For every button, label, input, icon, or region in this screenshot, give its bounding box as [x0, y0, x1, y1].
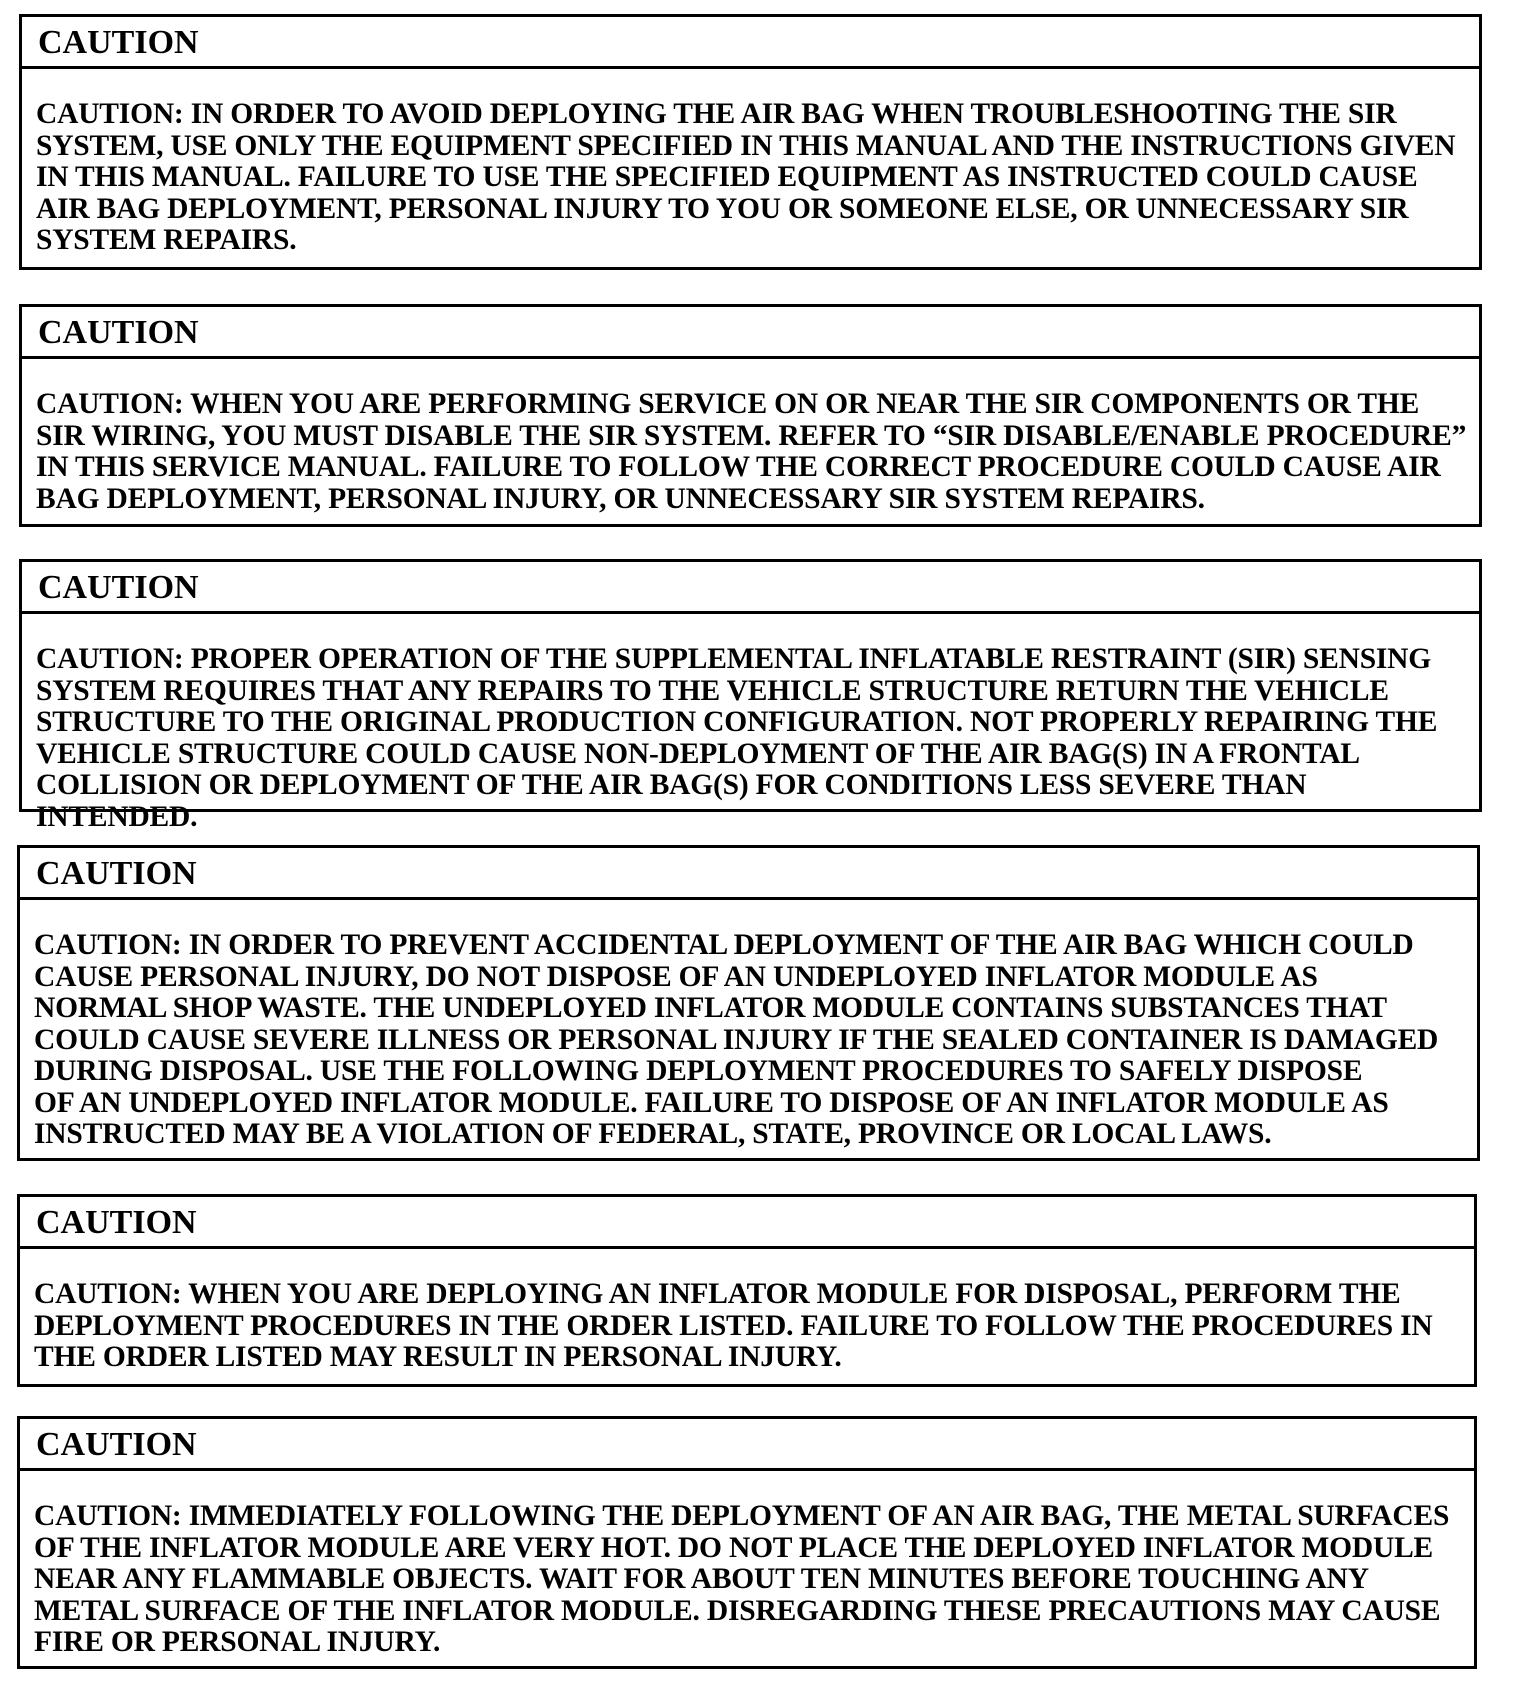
caution-box-disposal-waste: [17, 845, 1480, 1161]
caution-heading: CAUTION: [22, 17, 1479, 69]
caution-text: CAUTION: IN ORDER TO PREVENT ACCIDENTAL DEPLOYMENT OF THE AIR BAG WHICH COULD CAUSE PERSONAL INJURY, DO NOT DISPOSE OF AN UNDEPLOYED INFLATOR MODULE AS NORMAL SHOP WASTE. THE UNDEPLOYED INFLATOR MODULE CONTAINS SUBSTANCES THAT COULD CAUSE SEVERE ILLNESS OR PERSONAL INJURY IF THE SEALED CONTAINER IS DAMAGED DURING DISPOSAL. USE THE FOLLOWING DEPLOYMENT PROCEDURES TO SAFELY DISPOSE OF AN UNDEPLOYED INFLATOR MODULE. FAILURE TO DISPOSE OF AN INFLATOR MODULE AS INSTRUCTED MAY BE A VIOLATION OF FEDERAL, STATE, PROVINCE OR LOCAL LAWS.: [34, 929, 1439, 1150]
caution-text: CAUTION: IMMEDIATELY FOLLOWING THE DEPLOYMENT OF AN AIR BAG, THE METAL SURFACES OF THE INFLATOR MODULE ARE VERY HOT. DO NOT PLACE THE DEPLOYED INFLATOR MODULE NEAR ANY FLAMMABLE OBJECTS. WAIT FOR ABOUT TEN MINUTES BEFORE TOUCHING ANY METAL SURFACE OF THE INFLATOR MODULE. DISREGARDING THESE PRECAUTIONS MAY CAUSE FIRE OR PERSONAL INJURY.: [34, 1500, 1450, 1658]
caution-text: CAUTION: WHEN YOU ARE PERFORMING SERVICE ON OR NEAR THE SIR COMPONENTS OR THE SIR WIRING, YOU MUST DISABLE THE SIR SYSTEM. REFER TO “SIR DISABLE/ENABLE PROCEDURE” IN THIS SERVICE MANUAL. FAILURE TO FOLLOW THE CORRECT PROCEDURE COULD CAUSE AIR BAG DEPLOYMENT, PERSONAL INJURY, OR UNNECESSARY SIR SYSTEM REPAIRS.: [36, 388, 1467, 515]
caution-heading: CAUTION: [20, 848, 1477, 900]
caution-heading: CAUTION: [20, 1419, 1474, 1471]
caution-text: CAUTION: PROPER OPERATION OF THE SUPPLEMENTAL INFLATABLE RESTRAINT (SIR) SENSING SYSTEM REQUIRES THAT ANY REPAIRS TO THE VEHICLE STRUCTURE RETURN THE VEHICLE STRUCTURE TO THE ORIGINAL PRODUCTION CONFIGURATION. NOT PROPERLY REPAIRING THE VEHICLE STRUCTURE COULD CAUSE NON-DEPLOYMENT OF THE AIR BAG(S) IN A FRONTAL COLLISION OR DEPLOYMENT OF THE AIR BAG(S) FOR CONDITIONS LESS SEVERE THAN INTENDED.: [36, 643, 1438, 833]
caution-heading: CAUTION: [20, 1197, 1474, 1249]
caution-text: CAUTION: WHEN YOU ARE DEPLOYING AN INFLATOR MODULE FOR DISPOSAL, PERFORM THE DEPLOYMENT PROCEDURES IN THE ORDER LISTED. FAILURE TO FOLLOW THE PROCEDURES IN THE ORDER LISTED MAY RESULT IN PERSONAL INJURY.: [34, 1278, 1433, 1373]
caution-box-sir-troubleshooting: [19, 14, 1482, 270]
caution-box-vehicle-structure: [19, 559, 1482, 833]
caution-box-deployment-order: [17, 1194, 1477, 1387]
caution-text: CAUTION: IN ORDER TO AVOID DEPLOYING THE AIR BAG WHEN TROUBLESHOOTING THE SIR SYSTEM, USE ONLY THE EQUIPMENT SPECIFIED IN THIS MANUAL AND THE INSTRUCTIONS GIVEN IN THIS MANUAL. FAILURE TO USE THE SPECIFIED EQUIPMENT AS INSTRUCTED COULD CAUSE AIR BAG DEPLOYMENT, PERSONAL INJURY TO YOU OR SOMEONE ELSE, OR UNNECESSARY SIR SYSTEM REPAIRS.: [36, 98, 1456, 256]
caution-heading: CAUTION: [22, 307, 1479, 359]
caution-heading: CAUTION: [22, 562, 1479, 614]
caution-box-sir-disable: [19, 304, 1482, 527]
caution-box-hot-surfaces: [17, 1416, 1477, 1669]
